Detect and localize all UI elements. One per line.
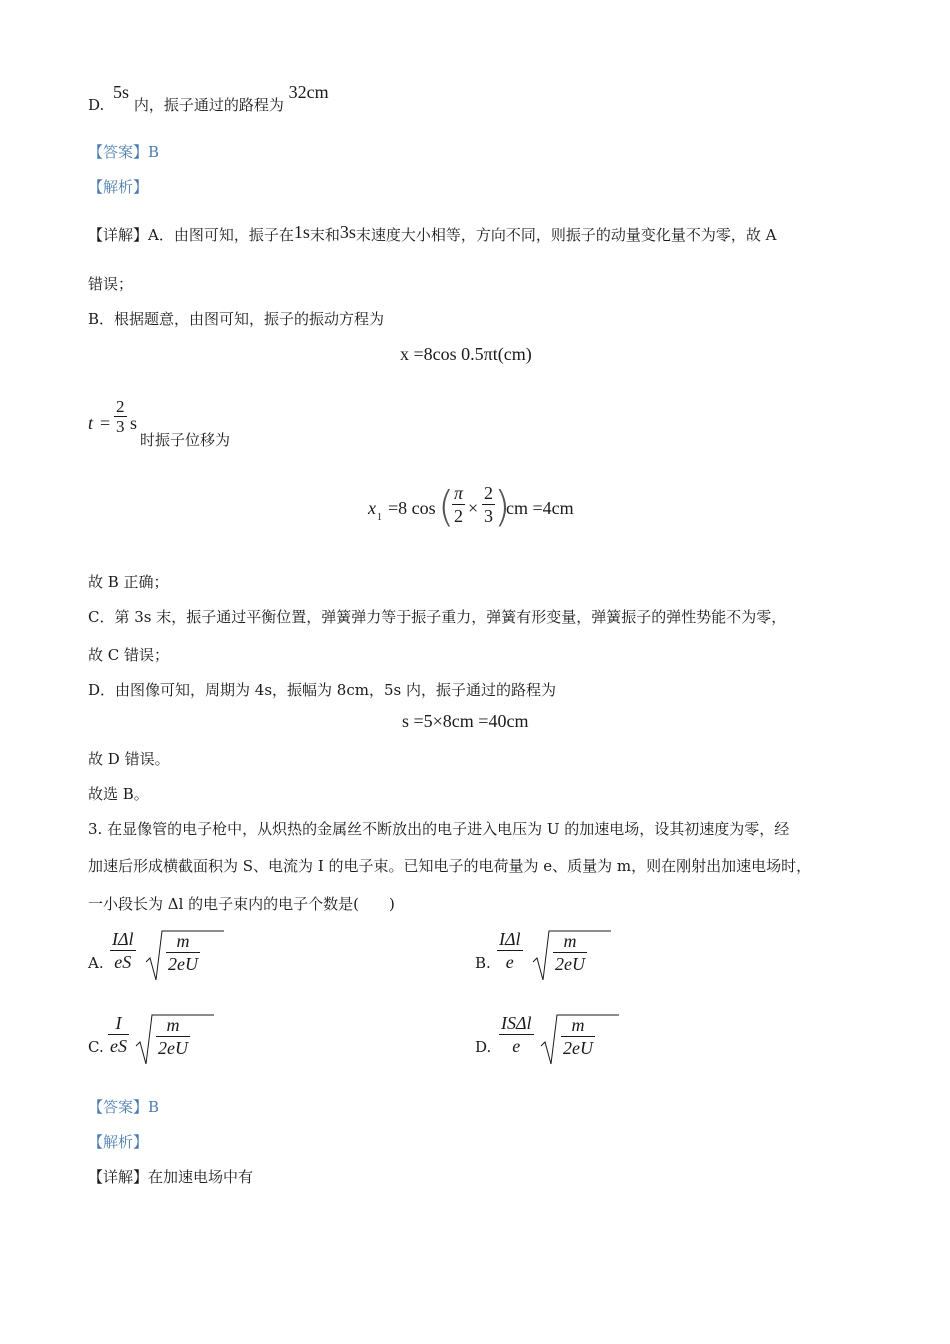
b-line: B．根据题意，由图可知，振子的振动方程为 xyxy=(88,310,385,328)
option-c-fraction xyxy=(108,1012,129,1057)
numerator: 2 xyxy=(484,483,493,503)
sqrt-fraction xyxy=(156,1014,190,1059)
times: × xyxy=(468,498,479,518)
detail-text: 末速度大小相等，方向不同，则振子的动量变化量不为零，故 A xyxy=(355,226,777,244)
question-3-line-1: 3. 在显像管的电子枪中，从炽热的金属丝不断放出的电子进入电压为 U 的加速电场，设其初速度为零，经 xyxy=(88,820,790,838)
right-paren: ) xyxy=(494,482,511,531)
option-c-label: C. xyxy=(88,1038,104,1056)
math-3s: 3s xyxy=(339,222,356,242)
eq2-rhs: cm =4cm xyxy=(506,498,574,518)
fraction-pi-2 xyxy=(452,482,465,527)
numerator: m xyxy=(561,1014,595,1037)
c-line-1: C．第 3s 末，振子通过平衡位置，弹簧弹力等于振子重力，弹簧有形变量，弹簧振子的弹性势能不为零， xyxy=(88,608,787,626)
option-d-fraction xyxy=(499,1012,534,1057)
denominator: 2eU xyxy=(563,1038,593,1058)
denominator: 2eU xyxy=(168,954,198,974)
numerator: m xyxy=(553,930,587,953)
denominator: 2eU xyxy=(555,954,585,974)
d-conclusion: 故 D 错误。 xyxy=(88,750,170,768)
var-x: x xyxy=(368,498,376,518)
option-label: D. xyxy=(88,96,105,114)
denominator: 2 xyxy=(454,506,464,526)
math-1s: 1s xyxy=(293,222,310,242)
numerator: I xyxy=(108,1012,129,1035)
numerator: m xyxy=(166,930,200,953)
math-5s: 5s xyxy=(113,82,130,102)
detail-text: 末和 xyxy=(309,226,340,244)
option-a-fraction xyxy=(110,928,136,973)
denominator: 3 xyxy=(116,417,125,436)
answer-label-1: 【答案】B xyxy=(88,143,160,161)
numerator: 2 xyxy=(116,397,125,416)
denominator: e xyxy=(512,1036,521,1056)
t-text: 时振子位移为 xyxy=(140,431,231,449)
eq2-mid: =8 cos xyxy=(388,498,436,518)
denominator: 3 xyxy=(484,506,493,526)
option-a-label: A. xyxy=(88,954,104,972)
detail-a-line-2: 错误； xyxy=(88,275,134,293)
analysis-label-2: 【解析】 xyxy=(88,1133,149,1151)
numerator: IΔl xyxy=(499,929,521,949)
numerator: π xyxy=(454,483,464,503)
question-3-line-2: 加速后形成横截面积为 S、电流为 I 的电子束。已知电子的电荷量为 e、质量为 m，则在刚射出加速电场时， xyxy=(88,857,812,875)
denominator: e xyxy=(505,952,514,972)
sqrt-fraction xyxy=(561,1014,595,1059)
subscript-1: 1 xyxy=(377,512,382,523)
equals: = xyxy=(100,413,111,433)
detail-a-line xyxy=(88,224,777,245)
numerator: ISΔl xyxy=(501,1013,532,1033)
equation-1: x =8cos 0.5πt(cm) xyxy=(400,344,532,364)
choose-line: 故选 B。 xyxy=(88,785,149,803)
option-d-line xyxy=(88,82,329,115)
denominator: eS xyxy=(114,952,132,972)
numerator: IΔl xyxy=(112,929,134,949)
math-32cm: 32cm xyxy=(288,82,329,102)
option-b-label: B. xyxy=(475,954,491,972)
option-b-fraction xyxy=(497,928,523,973)
answer-label-2: 【答案】B xyxy=(88,1098,160,1116)
sqrt-fraction xyxy=(553,930,587,975)
sqrt-fraction xyxy=(166,930,200,975)
option-text: 内，振子通过的路程为 xyxy=(133,96,284,114)
numerator: m xyxy=(156,1014,190,1037)
option-d-label: D. xyxy=(475,1038,492,1056)
fraction-2-3 xyxy=(114,398,127,437)
c-line-2: 故 C 错误； xyxy=(88,646,170,664)
denominator: 2eU xyxy=(158,1038,188,1058)
unit-s: s xyxy=(130,413,138,433)
var-t: t xyxy=(88,413,94,433)
d-line: D．由图像可知，周期为 4s，振幅为 8cm，5s 内，振子通过的路程为 xyxy=(88,681,556,699)
denominator: eS xyxy=(110,1036,127,1056)
question-3-line-3: 一小段长为 Δl 的电子束内的电子个数是( ) xyxy=(88,895,395,913)
b-conclusion: 故 B 正确； xyxy=(88,573,169,591)
left-paren: ( xyxy=(438,482,455,531)
analysis-label-1: 【解析】 xyxy=(88,178,149,196)
detail-2: 【详解】在加速电场中有 xyxy=(88,1168,254,1186)
detail-text: 【详解】A．由图可知，振子在 xyxy=(88,226,294,244)
equation-3: s =5×8cm =40cm xyxy=(402,711,529,731)
